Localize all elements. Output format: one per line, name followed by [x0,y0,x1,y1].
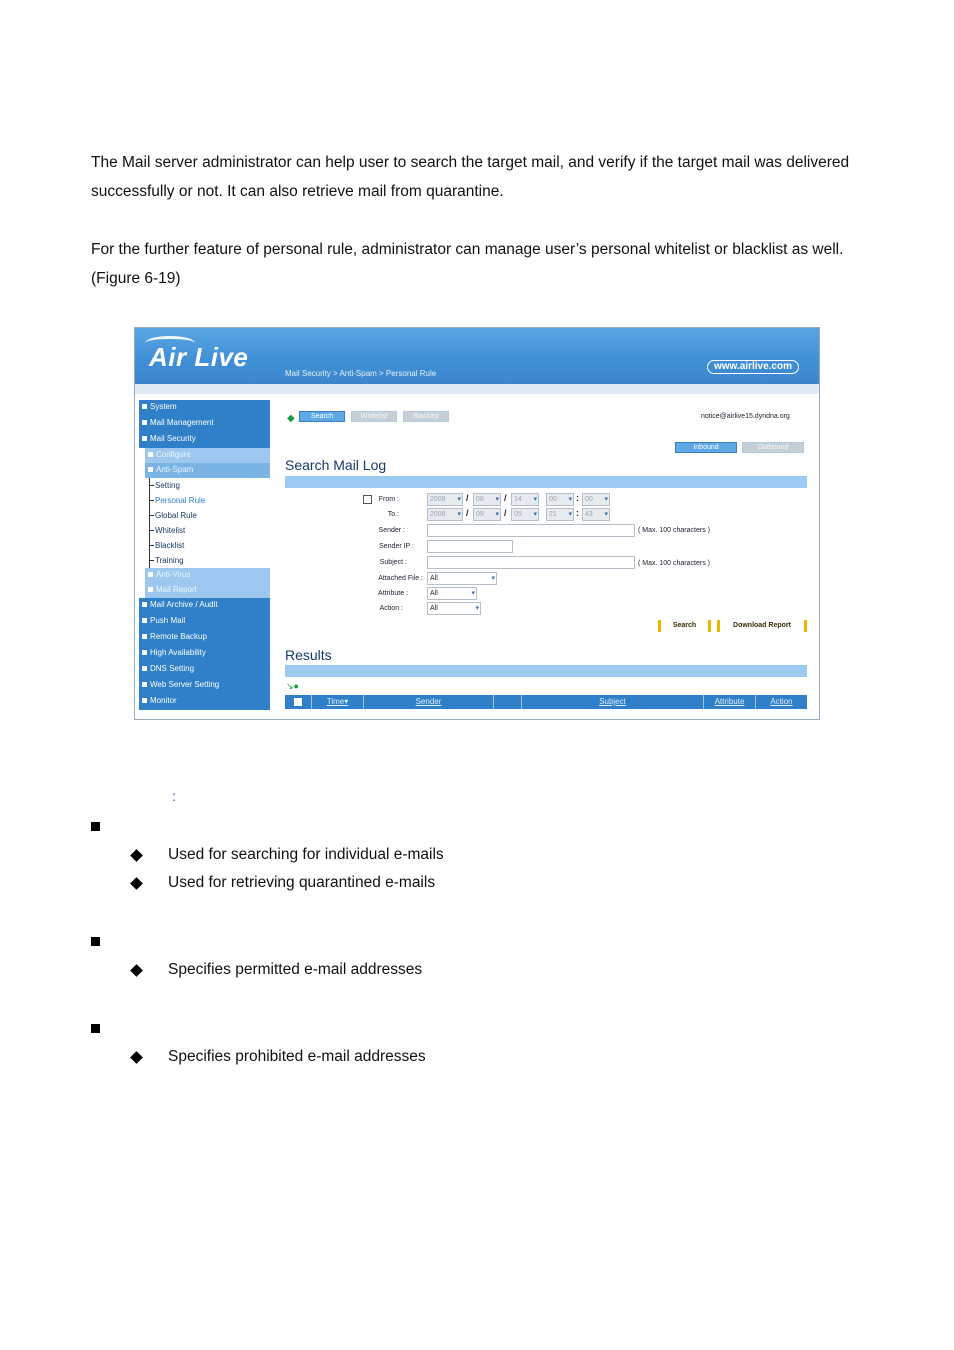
header-strip [135,384,819,394]
sidebar-item-label: High Availability [150,648,206,657]
search-mail-log-title: Search Mail Log [285,457,387,473]
date-separator: / [504,508,507,518]
date-separator: / [504,493,507,503]
sidebar-subitem-anti-virus[interactable] [145,568,270,583]
sidebar-item-mail-management[interactable] [139,416,270,432]
sidebar-subitem-configure[interactable] [145,448,270,463]
sidebar-item-web-server-setting[interactable] [139,678,270,694]
column-time[interactable]: Time▾ [311,695,363,709]
sidebar-item-label: Mail Security [150,434,196,443]
section-bullet [91,937,100,946]
plus-icon [142,650,147,655]
date-separator: / [466,493,469,503]
from-label: From : [378,496,399,503]
sidebar-leaf-training[interactable]: Training [139,553,270,568]
sidebar-subitem-anti-spam[interactable] [145,463,270,478]
sender-label: Sender : [378,527,405,534]
select-all-checkbox[interactable] [294,698,302,706]
bullet-text: Specifies prohibited e-mail addresses [168,1048,426,1065]
to-day-select[interactable]: 05 ▾ [511,508,539,521]
subject-label: Subject : [379,559,407,566]
plus-icon [142,698,147,703]
results-title: Results [285,647,332,663]
diamond-bullet [130,1051,143,1064]
sidebar-item-label: Anti-Virus [156,570,191,579]
user-email: notice@airlive15.dyndna.org [701,413,790,420]
sidebar-item-high-availability[interactable] [139,646,270,662]
results-table-header [285,695,807,709]
user-refresh-icon[interactable]: ↘● [286,681,299,691]
search-button[interactable]: Search [658,620,711,632]
diamond-bullet [130,877,143,890]
bullet-text: Specifies permitted e-mail addresses [168,961,423,978]
sidebar-item-label: Push Mail [150,616,186,625]
minus-icon [142,436,147,441]
plus-icon [142,666,147,671]
sidebar-item-monitor[interactable] [139,694,270,710]
subject-max-note: ( Max. 100 characters ) [638,560,710,567]
diamond-bullet [130,964,143,977]
personal-rule-screenshot [134,327,820,720]
sender-ip-input[interactable] [427,540,513,553]
tab-inbound[interactable]: Inbound [675,442,737,453]
sidebar-leaf-personal-rule[interactable]: Personal Rule [139,493,270,508]
breadcrumb: Mail Security > Anti-Spam > Personal Rule [285,369,437,378]
to-minute-select[interactable]: 43 ▾ [582,508,610,521]
sidebar-subitem-mail-report[interactable] [145,583,270,598]
sender-ip-label: Sender IP : [379,543,414,550]
action-label: Action : [379,605,403,612]
from-minute-select[interactable]: 00 ▾ [582,493,610,506]
plus-icon [142,420,147,425]
from-month-select[interactable]: 08 ▾ [473,493,501,506]
sidebar [139,400,270,710]
download-report-button[interactable]: Download Report [717,620,807,632]
date-separator: / [466,508,469,518]
time-separator: : [576,493,579,503]
sidebar-leaf-whitelist[interactable]: Whitelist [139,523,270,538]
sidebar-item-label: DNS Setting [150,664,195,673]
sidebar-item-label: Web Server Setting [150,680,220,689]
plus-icon [148,587,153,592]
plus-icon [148,452,153,457]
plus-icon [142,618,147,623]
sidebar-leaf-global-rule[interactable]: Global Rule [139,508,270,523]
to-hour-select[interactable]: 21 ▾ [546,508,574,521]
definition-colon: : [172,788,176,804]
sidebar-item-label: Mail Archive / Audit [150,600,218,609]
sidebar-item-label: Monitor [150,696,177,705]
back-arrow-icon[interactable]: ◆ [287,413,295,424]
sidebar-item-mail-archive[interactable] [139,598,270,614]
attached-file-select[interactable]: All ▾ [427,572,497,585]
sidebar-item-system[interactable] [139,400,270,416]
sidebar-item-label: Mail Management [150,418,214,427]
sender-input[interactable] [427,524,635,537]
plus-icon [142,602,147,607]
subject-input[interactable] [427,556,635,569]
sidebar-item-label: Remote Backup [150,632,207,641]
column-attribute[interactable]: Attribute [703,695,755,709]
plus-icon [148,572,153,577]
bullet-text: Used for searching for individual e-mails [168,846,444,863]
sidebar-item-label: Anti-Spam [156,465,194,474]
time-separator: : [576,508,579,518]
website-badge[interactable]: www.airlive.com [707,360,799,374]
from-day-select[interactable]: 14 ▾ [511,493,539,506]
tab-outbound[interactable]: Outbound [742,442,804,453]
sidebar-leaf-setting[interactable]: Setting [139,478,270,493]
app-header [135,328,819,384]
bullet-text: Used for retrieving quarantined e-mails [168,874,436,891]
plus-icon [142,634,147,639]
sidebar-item-label: System [150,402,177,411]
intro-paragraph-2: For the further feature of personal rule, administrator can manage user’s personal whitelist or blacklist as well. (Figure 6-19) [91,241,844,287]
tab-whitelist[interactable]: Whitelist [351,411,397,422]
sidebar-item-push-mail[interactable] [139,614,270,630]
action-select[interactable]: All ▾ [427,602,481,615]
attached-file-label: Attached File : [378,575,423,582]
column-attachment[interactable] [493,695,521,709]
section-bullet [91,822,100,831]
minus-icon [148,467,153,472]
sidebar-item-remote-backup[interactable] [139,630,270,646]
diamond-bullet [130,849,143,862]
to-year-select[interactable]: 2008 ▾ [427,508,463,521]
column-action[interactable]: Action [755,695,807,709]
sidebar-item-label: Mail Report [156,585,197,594]
attribute-label: Attribute : [378,590,408,597]
intro-paragraph-1: The Mail server administrator can help user to search the target mail, and verify if the target mail was delivered successfully or not. It can also retrieve mail from quarantine. [91,154,850,200]
sidebar-item-mail-security[interactable] [139,432,270,448]
sender-max-note: ( Max. 100 characters ) [638,527,710,534]
tab-search[interactable]: Search [299,411,345,422]
airlive-logo: Air Live [149,342,249,372]
sidebar-leaf-blacklist[interactable]: Blacklist [139,538,270,553]
plus-icon [142,682,147,687]
from-hour-select[interactable]: 00 ▾ [546,493,574,506]
from-year-select[interactable]: 2008 ▾ [427,493,463,506]
sidebar-item-label: Configure [156,450,191,459]
plus-icon [142,404,147,409]
sidebar-item-dns-setting[interactable] [139,662,270,678]
section-bullet [91,1024,100,1033]
column-sender[interactable]: Sender [363,695,493,709]
attribute-select[interactable]: All ▾ [427,587,477,600]
tab-blacklist[interactable]: Blacklist [403,411,449,422]
section-bar [285,476,807,488]
results-bar [285,665,807,677]
to-label: To : [387,511,399,518]
to-month-select[interactable]: 09 ▾ [473,508,501,521]
column-subject[interactable]: Subject [521,695,703,709]
